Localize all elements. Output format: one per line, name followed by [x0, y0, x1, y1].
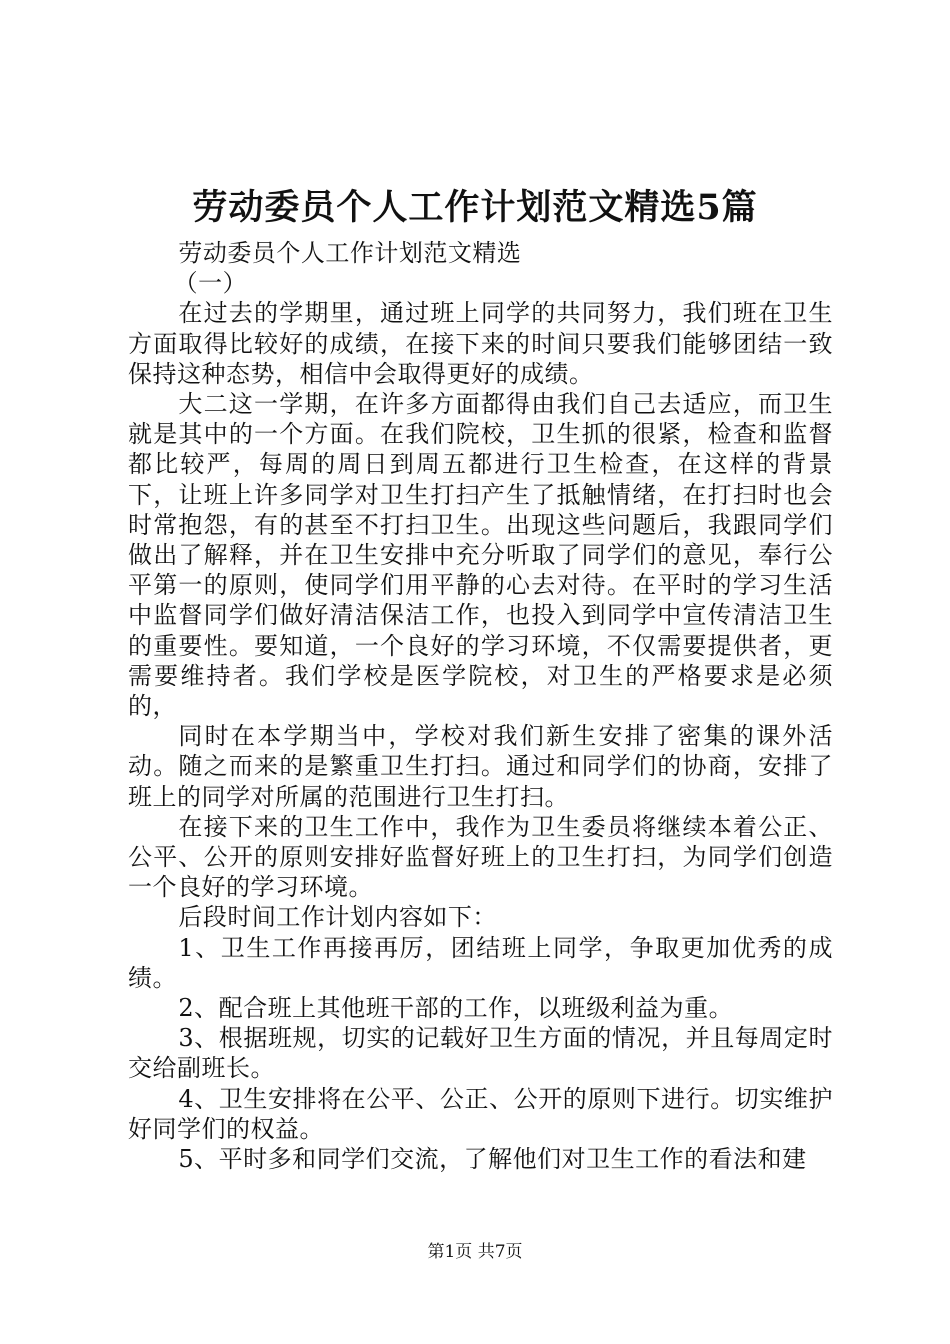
- list-item: 5、平时多和同学们交流，了解他们对卫生工作的看法和建: [178, 1145, 807, 1174]
- document-body: [128, 238, 833, 1174]
- page-footer: 第1页 共7页: [427, 1242, 523, 1262]
- list-item: 4、卫生安排将在公平、公正、公开的原则下进行。切实维护好同学们的权益。: [128, 1084, 833, 1143]
- list-item: 1、卫生工作再接再厉，团结班上同学，争取更加优秀的成绩。: [128, 933, 833, 992]
- section-number-paragraph: （一）: [173, 269, 248, 298]
- body-paragraph: 后段时间工作计划内容如下：: [178, 903, 497, 932]
- list-item: 3、根据班规，切实的记载好卫生方面的情况，并且每周定时交给副班长。: [128, 1024, 833, 1083]
- subtitle-paragraph: 劳动委员个人工作计划范文精选: [178, 239, 522, 267]
- body-paragraph: 在过去的学期里，通过班上同学的共同努力，我们班在卫生方面取得比较好的成绩，在接下来的时间只要我们能够团结一致保持这种态势，相信中会取得更好的成绩。: [128, 299, 833, 388]
- list-item: 2、配合班上其他班干部的工作，以班级利益为重。: [178, 994, 734, 1023]
- body-paragraph: 同时在本学期当中，学校对我们新生安排了密集的课外活动。随之而来的是繁重卫生打扫。通过和同学们的协商，安排了班上的同学对所属的范围进行卫生打扫。: [128, 722, 833, 811]
- body-paragraph: 在接下来的卫生工作中，我作为卫生委员将继续本着公正、公平、公开的原则安排好监督好班上的卫生打扫，为同学们创造一个良好的学习环境。: [128, 812, 833, 902]
- document-title: 劳动委员个人工作计划范文精选5篇: [192, 187, 758, 228]
- body-paragraph: 大二这一学期，在许多方面都得由我们自己去适应，而卫生就是其中的一个方面。在我们院校，卫生抓的很紧，检查和监督都比较严，每周的周日到周五都进行卫生检查，在这样的背景下，让班上许多同学对卫生打扫产生了抵触情绪，在打扫时也会时常抱怨，有的甚至不打扫卫生。出现这些问题后，我跟同学们做出了解释，并在卫生安排中充分听取了同学们的意见，奉行公平第一的原则，使同学们用平静的心去对待。在平时的学习生活中监督同学们做好清洁保洁工作，也投入到同学中宣传清洁卫生的重要性。要知道，一个良好的学习环境，不仅需要提供者，更需要维持者。我们学校是医学院校，对卫生的严格要求是必须的，: [128, 390, 833, 721]
